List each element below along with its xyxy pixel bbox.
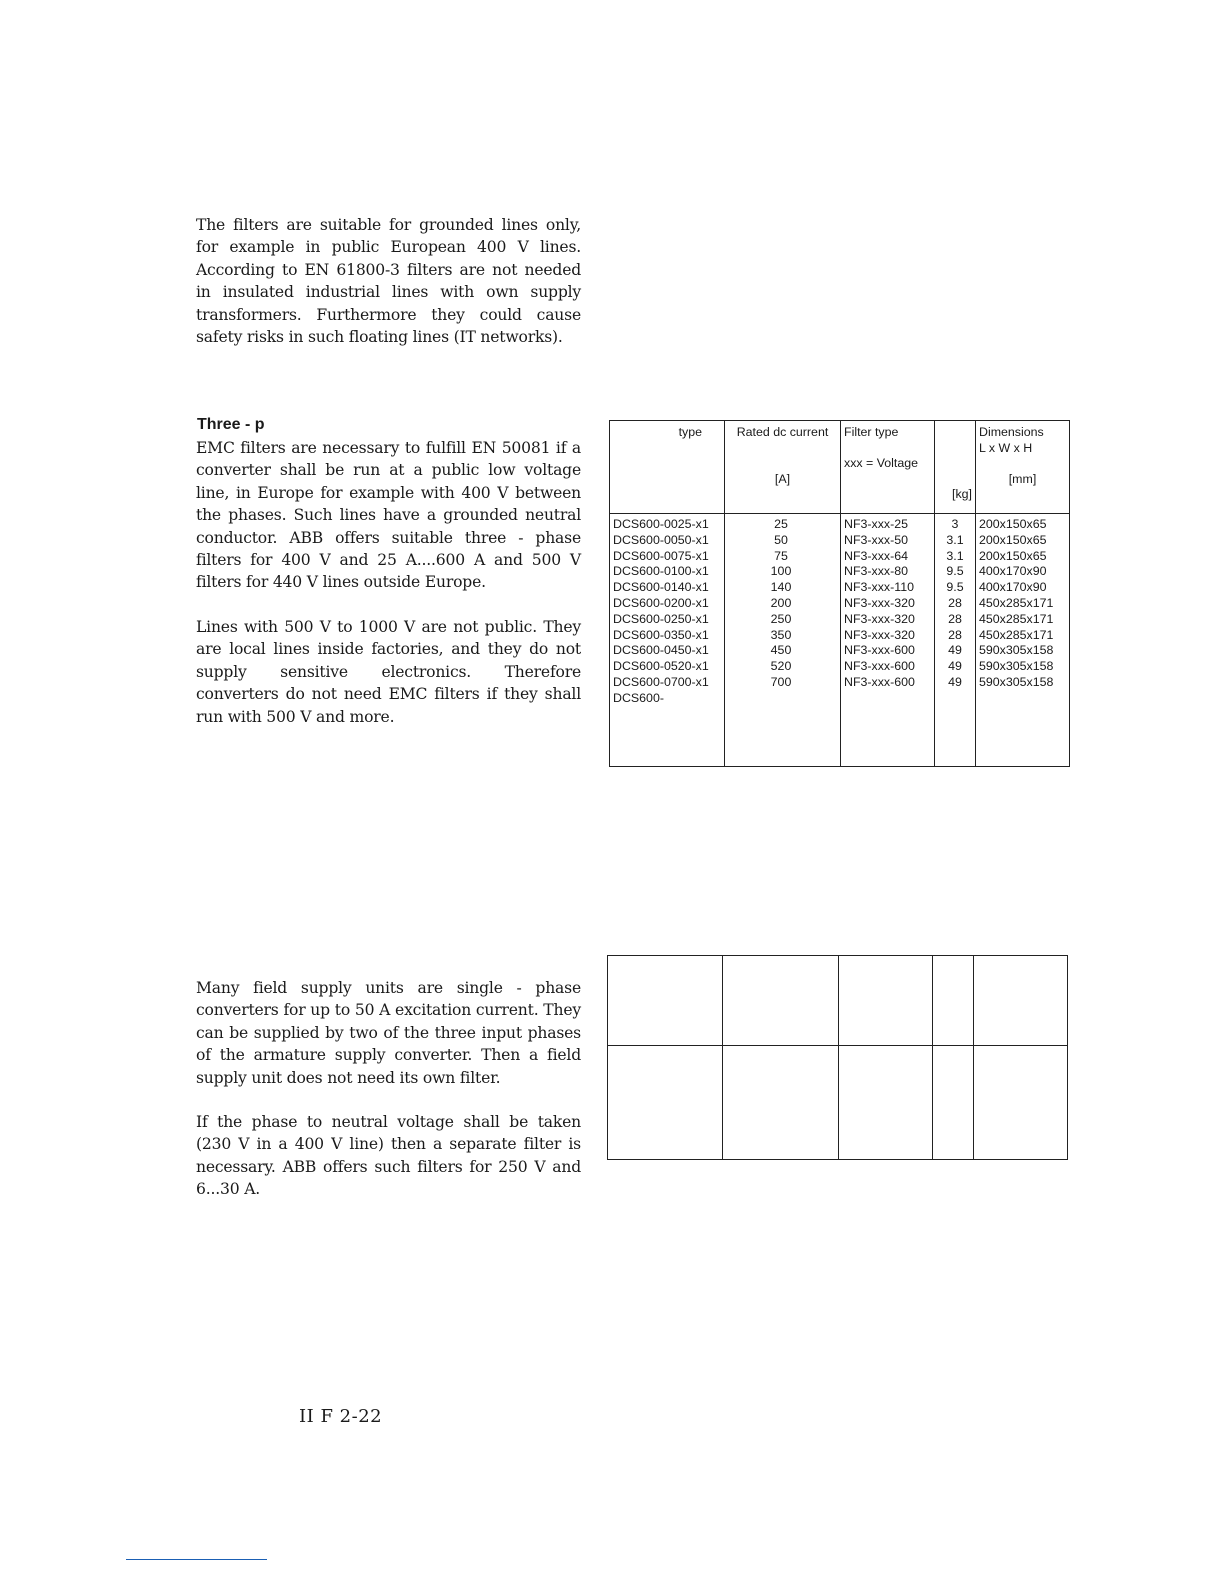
header-weight: [kg] (935, 421, 976, 514)
empty-table-row (608, 956, 1068, 1046)
empty-cell (839, 956, 933, 1046)
intro-paragraph: The filters are suitable for grounded lines only, for example in public European 400 V lines. According to EN 61800-3 filters are not needed in insulated industrial lines with own supply transformers. Furthermore they could cause safety risks in such floating lines (IT networks). (196, 216, 581, 347)
filter-table-header (610, 421, 1070, 514)
empty-cell (608, 956, 723, 1046)
footnote-rule (126, 1559, 267, 1560)
header-type: type (610, 421, 725, 514)
neutral-filter-paragraph: If the phase to neutral voltage shall be taken (230 V in a 400 V line) then a separate filter is necessary. ABB offers such filters for 250 V and 6...30 A. (196, 1113, 581, 1199)
column-current: 25 50 75 100 140 200 250 350 450 520 700 (725, 514, 841, 767)
empty-cell (974, 1046, 1068, 1160)
empty-cell (974, 956, 1068, 1046)
empty-table-row (608, 1046, 1068, 1160)
empty-cell (723, 956, 839, 1046)
header-current: Rated dc current [A] (725, 421, 841, 514)
filter-table-body (610, 514, 1070, 767)
header-filter-type: Filter type xxx = Voltage (841, 421, 935, 514)
filter-table (609, 420, 1070, 767)
lines-paragraph: Lines with 500 V to 1000 V are not public. They are local lines inside factories, and they do not supply sensitive electronics. Therefore converters do not need EMC filters if they shall run with 500 V and more. (196, 618, 581, 726)
column-weight: 3 3.1 3.1 9.5 9.5 28 28 28 49 49 49 (935, 514, 976, 767)
column-filter-type: NF3-xxx-25 NF3-xxx-50 NF3-xxx-64 NF3-xxx-80 NF3-xxx-110 NF3-xxx-320 NF3-xxx-320 NF3-xxx-320 NF3-xxx-600 NF3-xxx-600 NF3-xxx-600 (841, 514, 935, 767)
empty-cell (933, 1046, 974, 1160)
column-dimensions: 200x150x65 200x150x65 200x150x65 400x170x90 400x170x90 450x285x171 450x285x171 450x285x171 590x305x158 590x305x158 590x305x158 (976, 514, 1070, 767)
field-supply-paragraph: Many field supply units are single - phase converters for up to 50 A excitation current. They can be supplied by two of the three input phases of the armature supply converter. Then a field supply unit does not need its own filter. (196, 979, 581, 1087)
emc-paragraph: EMC filters are necessary to fulfill EN 50081 if a converter shall be run at a public low voltage line, in Europe for example with 400 V between the phases. Such lines have a grounded neutral conductor. ABB offers suitable three - phase filters for 400 V and 25 A....600 A and 500 V filters for 440 V lines outside Europe. (196, 439, 581, 592)
column-type: DCS600-0025-x1 DCS600-0050-x1 DCS600-0075-x1 DCS600-0100-x1 DCS600-0140-x1 DCS600-0200-x1 DCS600-0250-x1 DCS600-0350-x1 DCS600-0450-x1 DCS600-0520-x1 DCS600-0700-x1 DCS600- (610, 514, 725, 767)
page-number: II F 2-22 (299, 1406, 383, 1427)
empty-cell (933, 956, 974, 1046)
header-dimensions: Dimensions L x W x H [mm] (976, 421, 1070, 514)
empty-cell (723, 1046, 839, 1160)
empty-cell (839, 1046, 933, 1160)
section-heading: Three - p (197, 416, 265, 433)
empty-cell (608, 1046, 723, 1160)
single-phase-filter-table (607, 955, 1068, 1160)
